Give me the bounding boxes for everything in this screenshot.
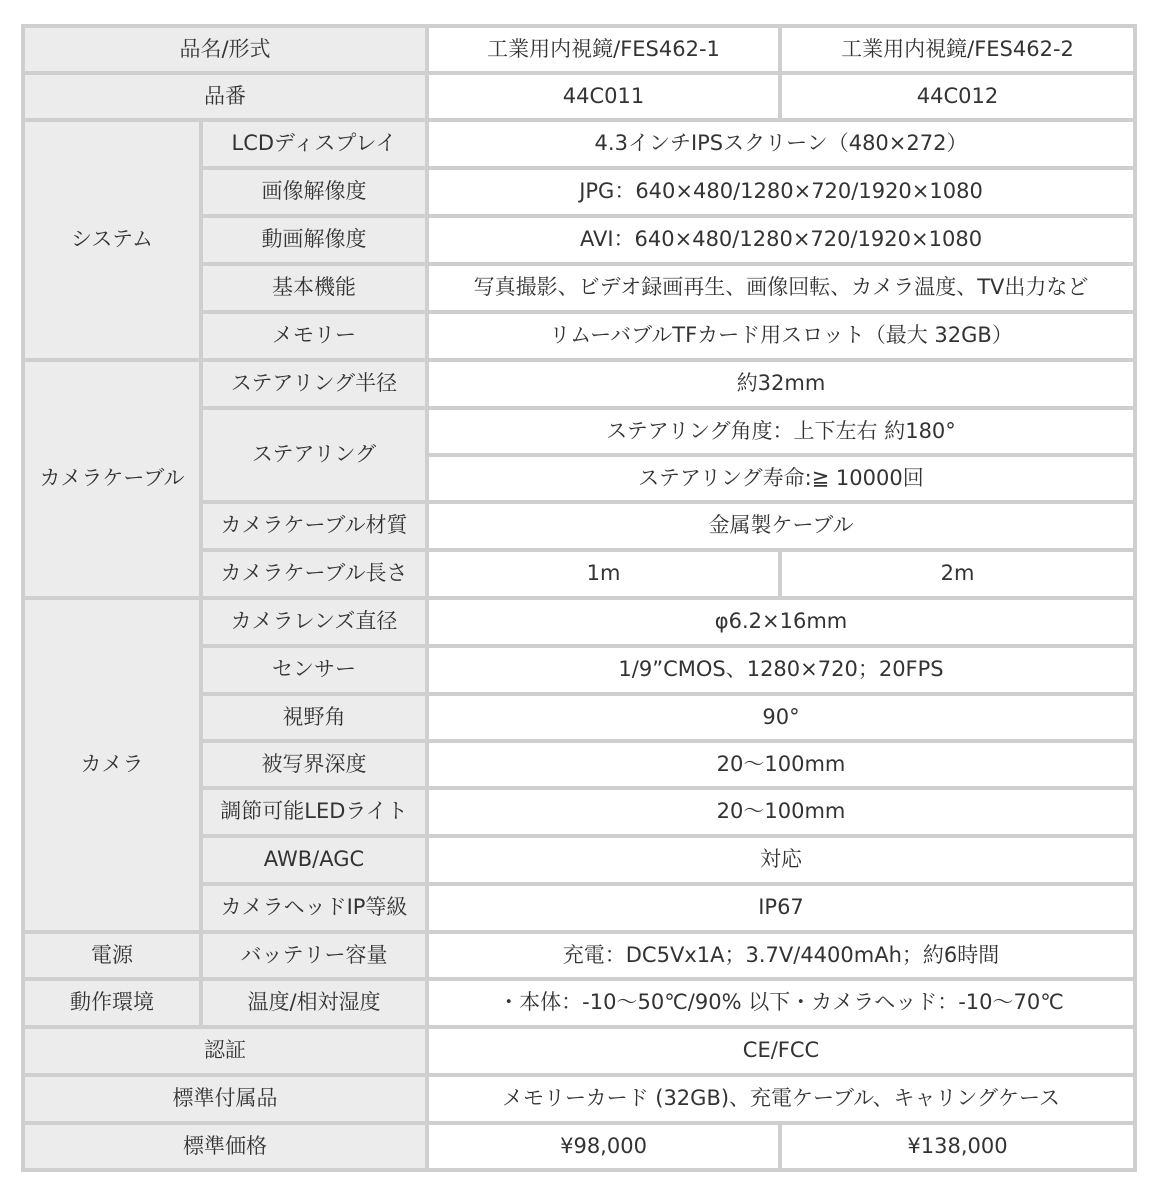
cable-group-label: カメラケーブル: [23, 360, 201, 598]
temperature-label: 温度/相対湿度: [201, 979, 427, 1027]
product-model-2: 工業用内視鏡/FES462-2: [780, 26, 1135, 73]
battery-value: 充電：DC5Vx1A；3.7V/4400mAh；約6時間: [427, 932, 1135, 979]
steer-radius-value: 約32mm: [427, 360, 1135, 408]
spec-table: [21, 24, 1137, 1172]
camera-group-label: カメラ: [23, 598, 201, 932]
image-resolution-label: 画像解像度: [201, 168, 427, 216]
functions-value: 写真撮影、ビデオ録画再生、画像回転、カメラ温度、TV出力など: [427, 264, 1135, 312]
memory-value: リムーバブルTFカード用スロット（最大 32GB）: [427, 312, 1135, 360]
battery-label: バッテリー容量: [201, 932, 427, 979]
ip-value: IP67: [427, 884, 1135, 932]
dof-label: 被写界深度: [201, 741, 427, 788]
fov-label: 視野角: [201, 694, 427, 741]
price-1: ¥98,000: [427, 1123, 780, 1170]
system-group-label: システム: [23, 120, 201, 360]
video-resolution-label: 動画解像度: [201, 216, 427, 264]
functions-label: 基本機能: [201, 264, 427, 312]
certification-value: CE/FCC: [427, 1027, 1135, 1075]
product-label: 品名/形式: [23, 26, 427, 73]
cable-length-1: 1m: [427, 550, 780, 598]
dof-value: 20～100mm: [427, 741, 1135, 788]
sensor-value: 1/9”CMOS、1280×720；20FPS: [427, 646, 1135, 694]
accessories-label: 標準付属品: [23, 1075, 427, 1123]
price-2: ¥138,000: [780, 1123, 1135, 1170]
awb-label: AWB/AGC: [201, 836, 427, 884]
product-model-1: 工業用内視鏡/FES462-1: [427, 26, 780, 73]
steer-radius-label: ステアリング半径: [201, 360, 427, 408]
lcd-label: LCDディスプレイ: [201, 120, 427, 168]
lens-label: カメラレンズ直径: [201, 598, 427, 646]
cable-length-label: カメラケーブル長さ: [201, 550, 427, 598]
image-resolution-value: JPG：640×480/1280×720/1920×1080: [427, 168, 1135, 216]
memory-label: メモリー: [201, 312, 427, 360]
steering-angle-value: ステアリング角度：上下左右 約180°: [427, 408, 1135, 455]
ip-label: カメラヘッドIP等級: [201, 884, 427, 932]
cable-material-value: 金属製ケーブル: [427, 502, 1135, 550]
lens-value: φ6.2×16mm: [427, 598, 1135, 646]
led-value: 20～100mm: [427, 788, 1135, 836]
accessories-value: メモリーカード (32GB)、充電ケーブル、キャリングケース: [427, 1075, 1135, 1123]
part-number-1: 44C011: [427, 73, 780, 120]
lcd-value: 4.3インチIPSスクリーン（480×272）: [427, 120, 1135, 168]
certification-label: 認証: [23, 1027, 427, 1075]
awb-value: 対応: [427, 836, 1135, 884]
fov-value: 90°: [427, 694, 1135, 741]
part-number-2: 44C012: [780, 73, 1135, 120]
price-label: 標準価格: [23, 1123, 427, 1170]
led-label: 調節可能LEDライト: [201, 788, 427, 836]
cable-length-2: 2m: [780, 550, 1135, 598]
temperature-value: ・本体：-10～50℃/90% 以下・カメラヘッド：-10～70℃: [427, 979, 1135, 1027]
steering-life-value: ステアリング寿命:≧ 10000回: [427, 455, 1135, 502]
environment-group-label: 動作環境: [23, 979, 201, 1027]
part-number-label: 品番: [23, 73, 427, 120]
cable-material-label: カメラケーブル材質: [201, 502, 427, 550]
sensor-label: センサー: [201, 646, 427, 694]
video-resolution-value: AVI：640×480/1280×720/1920×1080: [427, 216, 1135, 264]
steering-label: ステアリング: [201, 408, 427, 502]
power-group-label: 電源: [23, 932, 201, 979]
